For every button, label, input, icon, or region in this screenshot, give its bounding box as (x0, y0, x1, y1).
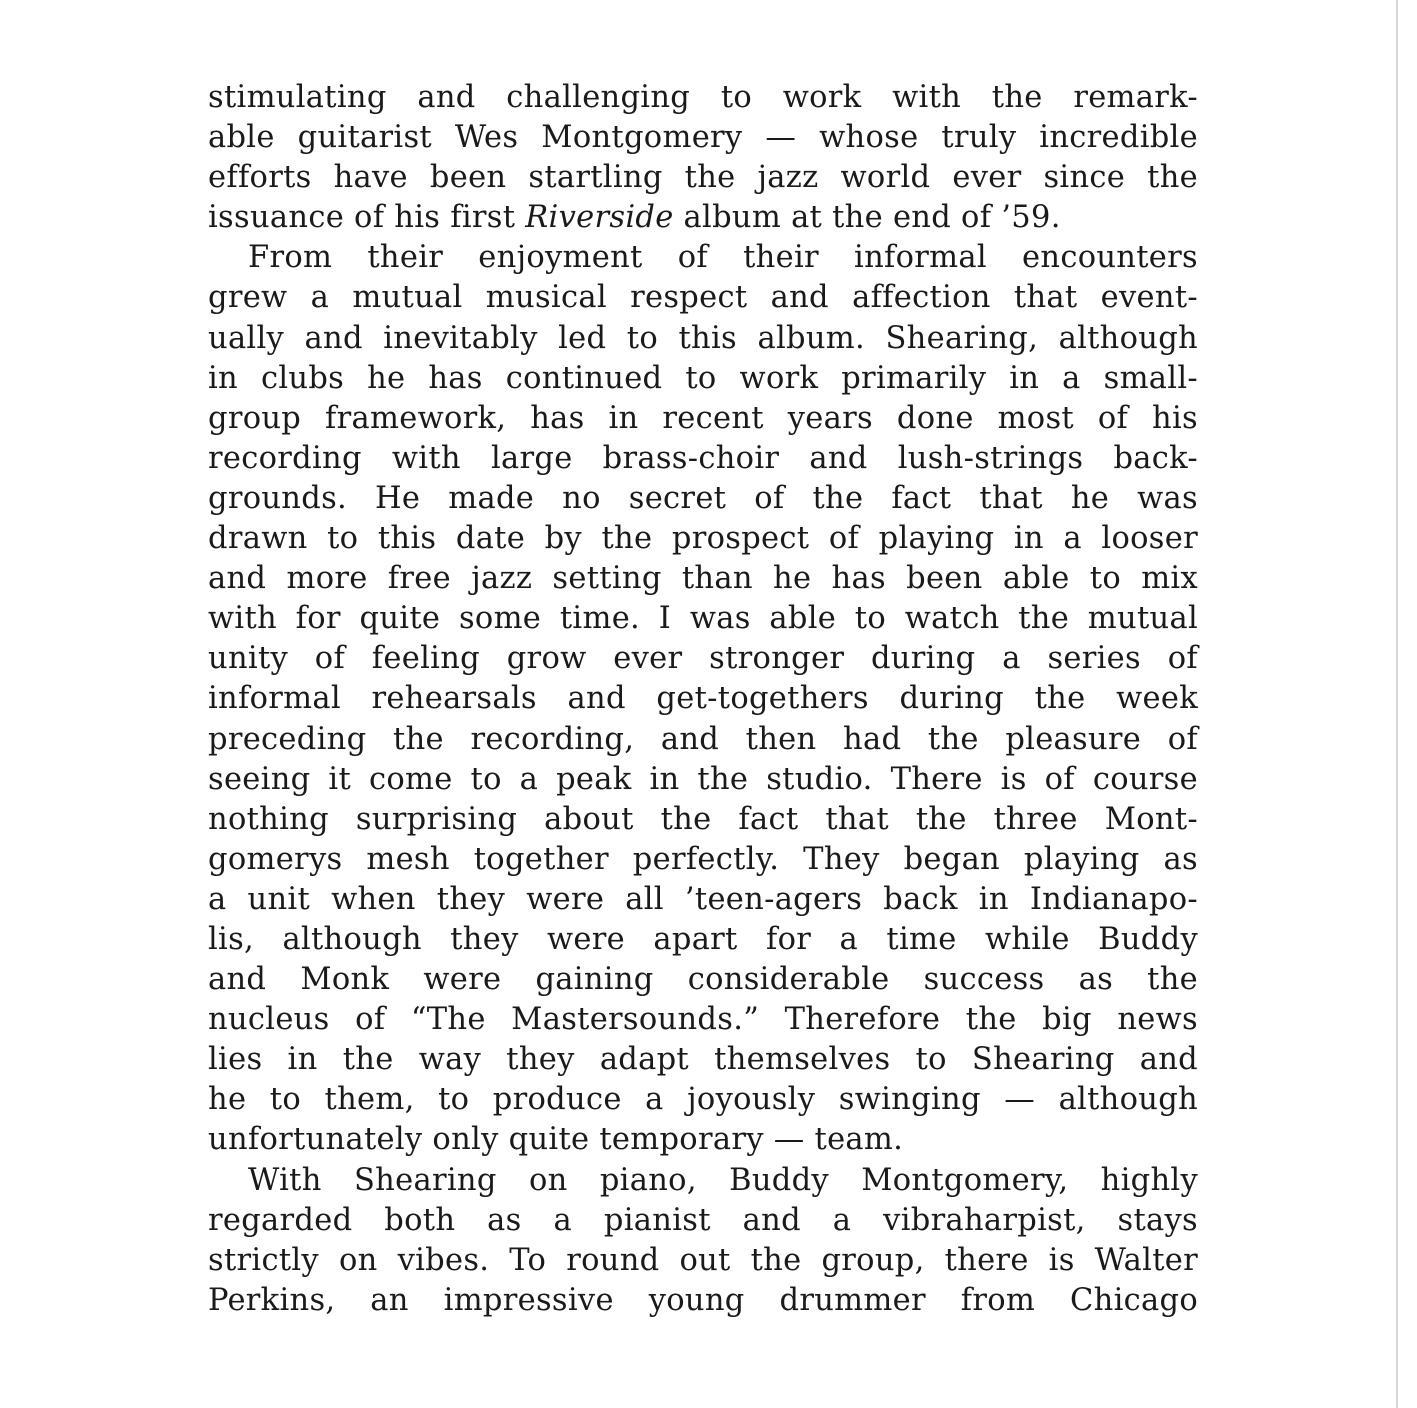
text-line (208, 198, 1198, 238)
text-column (208, 78, 1198, 1321)
text-line: group framework, has in recent years done most of his (208, 400, 1198, 436)
text-line: he to them, to produce a joyously swinging — although (208, 1082, 1198, 1118)
text-line: From their enjoyment of their informal encounters (248, 240, 1198, 276)
text-run: album at the end of ’59. (673, 200, 1061, 236)
text-line: lies in the way they adapt themselves to Shearing and (208, 1042, 1198, 1078)
text-line: efforts have been startling the jazz world ever since the (208, 160, 1198, 196)
text-line: able guitarist Wes Montgomery — whose truly incredible (208, 120, 1198, 156)
text-line: and Monk were gaining considerable success as the (208, 962, 1198, 998)
text-line: informal rehearsals and get-togethers during the week (208, 681, 1198, 717)
text-line: with for quite some time. I was able to watch the mutual (208, 601, 1198, 637)
text-line: drawn to this date by the prospect of playing in a looser (208, 521, 1198, 557)
paragraph (208, 78, 1198, 238)
text-line: recording with large brass-choir and lush-strings back- (208, 440, 1198, 476)
text-run: issuance of his first (208, 200, 526, 236)
text-line: nucleus of “The Mastersounds.” Therefore the big news (208, 1002, 1198, 1038)
text-line: With Shearing on piano, Buddy Montgomery, highly (248, 1162, 1198, 1198)
text-line: lis, although they were apart for a time while Buddy (208, 921, 1198, 957)
album-label-name: Riverside (525, 200, 674, 236)
text-line: stimulating and challenging to work with the remark- (208, 80, 1198, 115)
text-line: grounds. He made no secret of the fact that he was (208, 480, 1198, 516)
paragraph (208, 1161, 1198, 1321)
text-line: strictly on vibes. To round out the group, there is Walter (208, 1242, 1198, 1278)
text-line: and more free jazz setting than he has been able to mix (208, 561, 1198, 597)
text-line: a unit when they were all ’teen-agers back in Indianapo- (208, 881, 1198, 917)
paragraph (208, 238, 1198, 1160)
text-line: regarded both as a pianist and a vibraharpist, stays (208, 1202, 1198, 1238)
text-line: Perkins, an impressive young drummer from Chicago (208, 1282, 1198, 1318)
text-line: seeing it come to a peak in the studio. There is of course (208, 761, 1198, 797)
text-line: gomerys mesh together perfectly. They began playing as (208, 841, 1198, 877)
text-line: preceding the recording, and then had the pleasure of (208, 721, 1198, 757)
text-line: nothing surprising about the fact that the three Mont- (208, 801, 1198, 837)
page-edge-rule (1396, 0, 1398, 1408)
text-line: in clubs he has continued to work primarily in a small- (208, 360, 1198, 396)
text-line: grew a mutual musical respect and affection that event- (208, 280, 1198, 316)
text-line: unity of feeling grow ever stronger during a series of (208, 641, 1198, 677)
text-line: ually and inevitably led to this album. Shearing, although (208, 320, 1198, 356)
text-line: unfortunately only quite temporary — team. (208, 1122, 904, 1158)
